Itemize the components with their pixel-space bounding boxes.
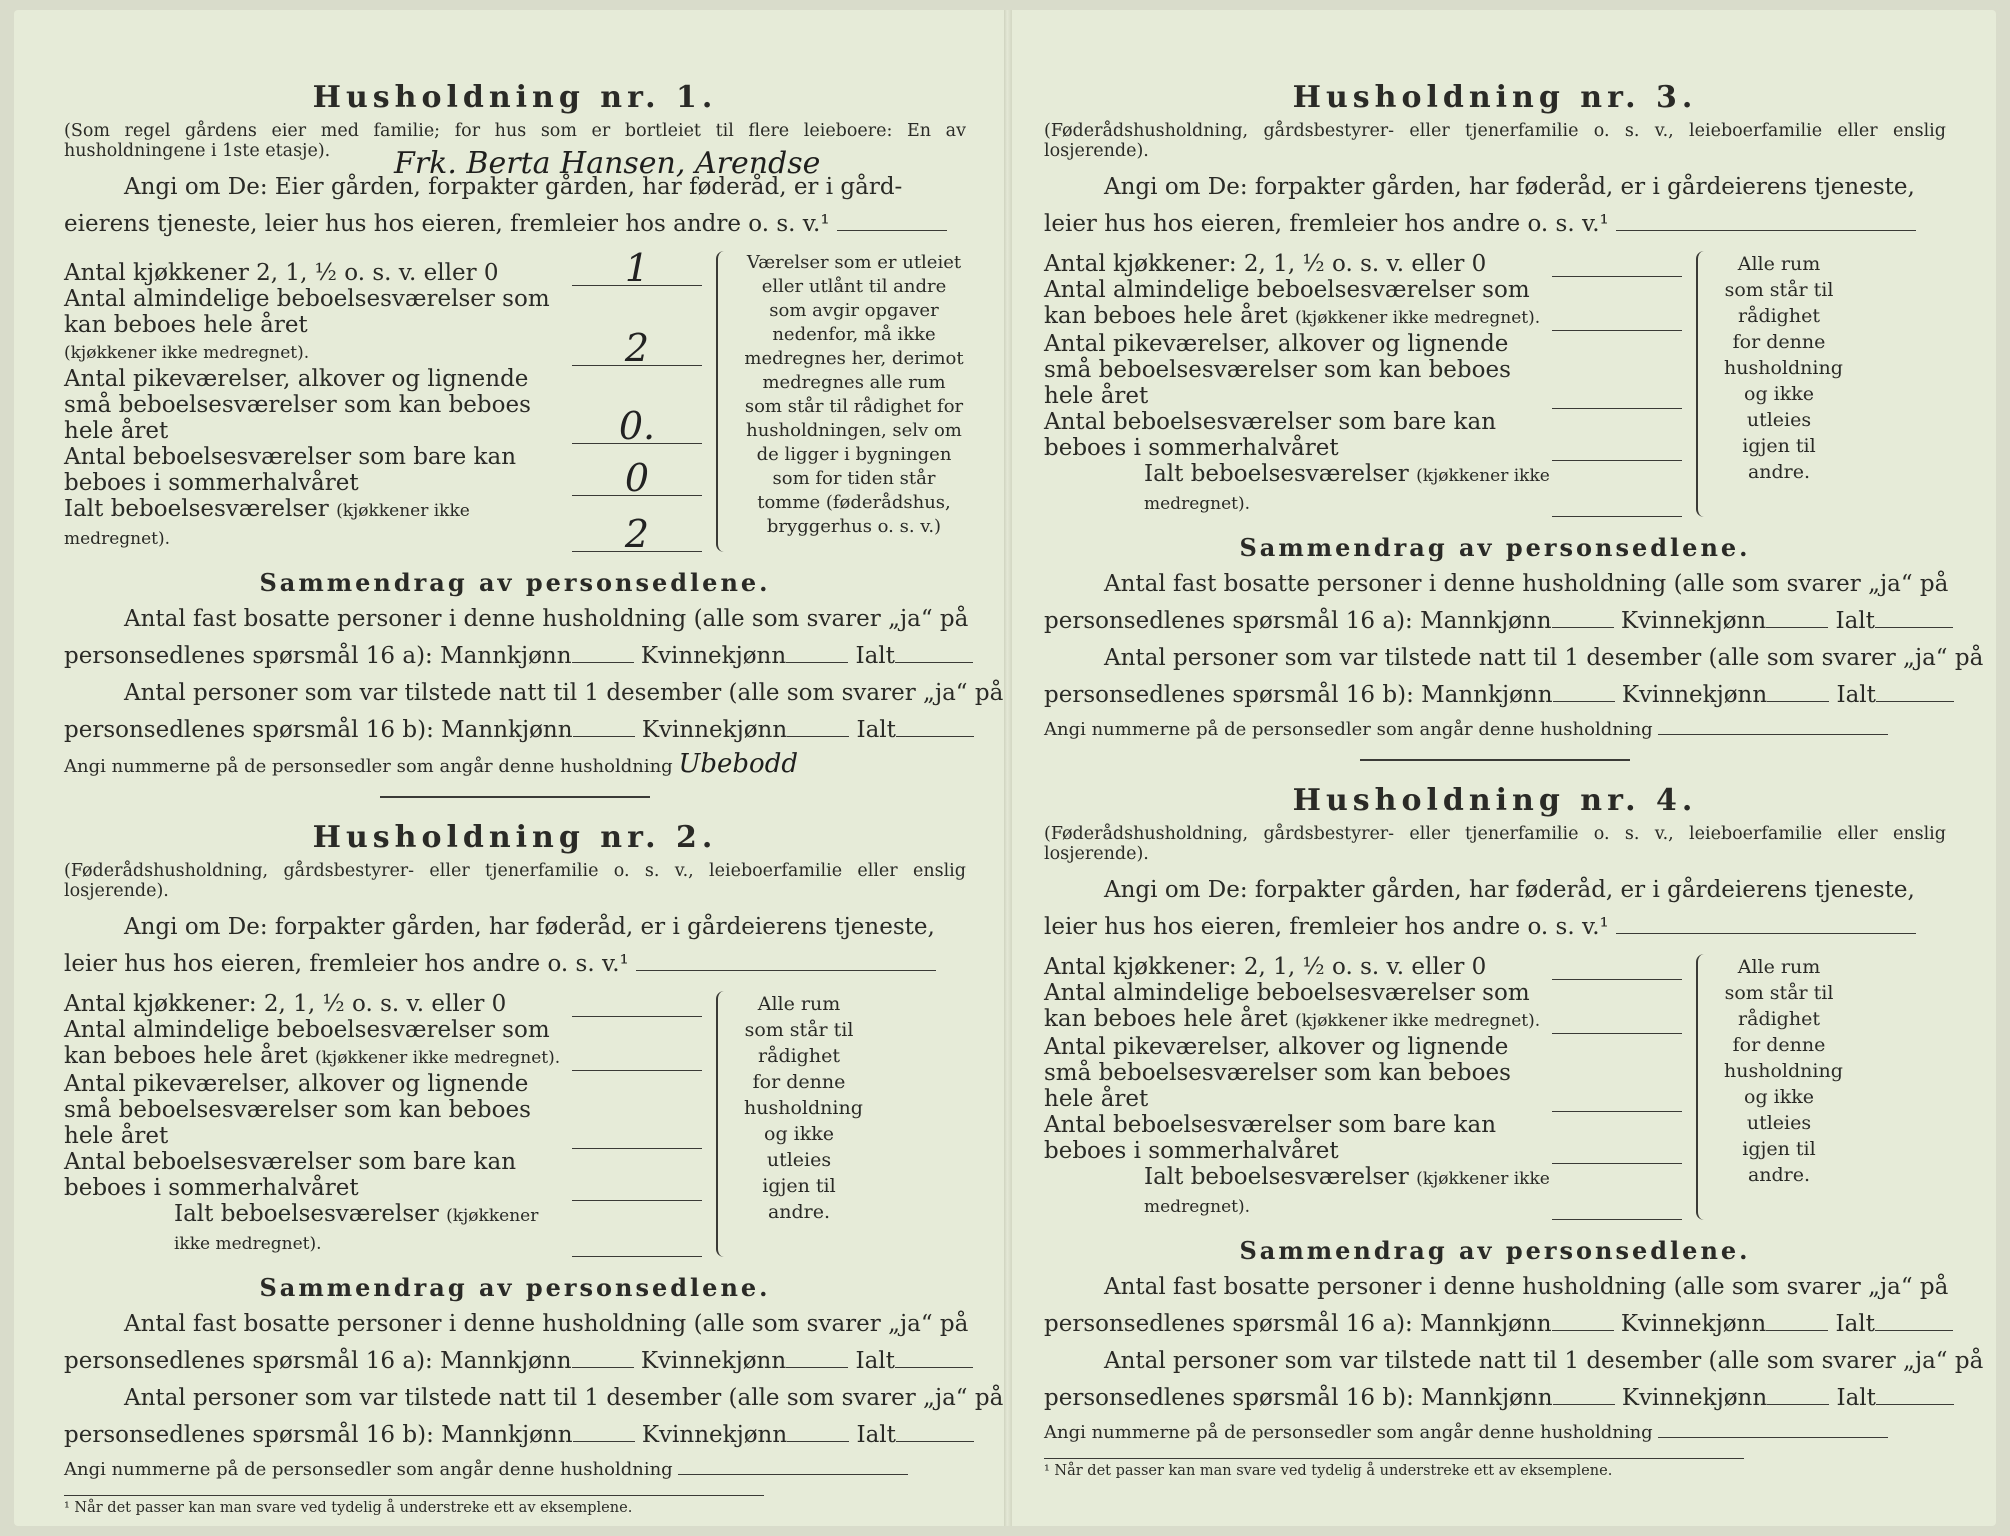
household-2-s2b: personsedlenes spørsmål 16 b): Mannkjønn Kvinnekjønn Ialt bbox=[64, 1417, 966, 1454]
household-1-s1b: personsedlenes spørsmål 16 a): Mannkjønn Kvinnekjønn Ialt bbox=[64, 638, 966, 675]
household-3-s2-female-field[interactable] bbox=[1767, 681, 1829, 702]
household-4-s2-female-field[interactable] bbox=[1767, 1384, 1829, 1405]
household-4-rooms-answer[interactable] bbox=[1552, 1009, 1682, 1034]
household-2-small-rooms-answer[interactable] bbox=[572, 1124, 702, 1149]
household-3-rooms bbox=[1044, 251, 1946, 517]
household-3-angi-fill[interactable] bbox=[1616, 210, 1916, 231]
household-4-summer-rooms-row: Antal beboelsesværelser som bare kan beboes i sommerhalvåret bbox=[1044, 1112, 1682, 1164]
household-3-subtitle: (Føderådshusholdning, gårdsbestyrer- eller tjenerfamilie o. s. v., leieboerfamilie eller enslig losjerende). bbox=[1044, 121, 1946, 161]
household-4-subtitle: (Føderådshusholdning, gårdsbestyrer- eller tjenerfamilie o. s. v., leieboerfamilie eller enslig losjerende). bbox=[1044, 824, 1946, 864]
household-2-footnote: ¹ Når det passer kan man svare ved tydelig å understreke ett av eksemplene. bbox=[64, 1495, 764, 1516]
household-3-total-rooms-answer[interactable] bbox=[1552, 492, 1682, 517]
household-3-small-rooms-row: Antal pikeværelser, alkover og lignende små beboelsesværelser som kan beboes hele året bbox=[1044, 331, 1682, 409]
household-2-kitchens-row: Antal kjøkkener: 2, 1, ½ o. s. v. eller 0 bbox=[64, 991, 702, 1017]
household-1-summary-title: Sammendrag av personsedlene. bbox=[259, 568, 771, 597]
household-1-name-handwritten: Frk. Berta Hansen, Arendse bbox=[394, 146, 821, 181]
household-1-subtitle: (Som regel gårdens eier med familie; for hus som er bortleiet til flere leieboere: En av husholdningene i 1ste etasje). bbox=[64, 121, 966, 161]
household-3-brace bbox=[1696, 251, 1710, 517]
household-2-s2-female-field[interactable] bbox=[787, 1421, 849, 1442]
household-2-rooms-row: Antal almindelige beboelsesværelser som kan beboes hele året (kjøkkener ikke medregnet). bbox=[64, 1017, 702, 1071]
household-2-s2-male-field[interactable] bbox=[573, 1421, 635, 1442]
household-3-angi-line-2: leier hus hos eieren, fremleier hos andre o. s. v.¹ bbox=[1044, 206, 1946, 243]
household-4-s2-total-field[interactable] bbox=[1876, 1384, 1954, 1405]
household-2-brace bbox=[716, 991, 730, 1257]
household-1-s2b: personsedlenes spørsmål 16 b): Mannkjønn Kvinnekjønn Ialt bbox=[64, 712, 966, 749]
household-1-s1a: Antal fast bosatte personer i denne husholdning (alle som svarer „ja“ på bbox=[124, 606, 969, 632]
household-2-kitchens-answer[interactable] bbox=[572, 992, 702, 1017]
household-2-rooms-answer[interactable] bbox=[572, 1046, 702, 1071]
household-1-kitchens-label: Antal kjøkkener 2, 1, ½ o. s. v. eller 0 bbox=[64, 260, 499, 286]
household-1 bbox=[64, 80, 1004, 798]
household-4-brace bbox=[1696, 954, 1710, 1220]
household-4-s2b: personsedlenes spørsmål 16 b): Mannkjønn Kvinnekjønn Ialt bbox=[1044, 1380, 1946, 1417]
household-2-s1b: personsedlenes spørsmål 16 a): Mannkjønn Kvinnekjønn Ialt bbox=[64, 1343, 966, 1380]
household-2-numbers-line: Angi nummerne på de personsedler som angår denne husholdning bbox=[64, 1454, 966, 1485]
household-1-s2-total-field[interactable] bbox=[896, 716, 974, 737]
household-3-note: Alle rum som står til rådighet for denne husholdning og ikke utleies igjen til andre. bbox=[1724, 253, 1843, 483]
household-1-rooms bbox=[64, 246, 966, 556]
household-3-rooms-answer[interactable] bbox=[1552, 306, 1682, 331]
household-3-s1-female-field[interactable] bbox=[1766, 607, 1828, 628]
household-1-summer-rooms-label: Antal beboelsesværelser som bare kan beboes i sommerhalvåret bbox=[64, 444, 517, 496]
household-4-s1-male-field[interactable] bbox=[1552, 1310, 1614, 1331]
household-3-kitchens-row: Antal kjøkkener: 2, 1, ½ o. s. v. eller 0 bbox=[1044, 251, 1682, 277]
household-1-kitchens-row bbox=[64, 246, 702, 290]
household-1-title: Husholdning nr. 1. bbox=[312, 80, 718, 115]
household-4-s1-female-field[interactable] bbox=[1766, 1310, 1828, 1331]
household-2-angi-line-2: leier hus hos eieren, fremleier hos andre o. s. v.¹ bbox=[64, 946, 966, 983]
household-4-total-rooms-answer[interactable] bbox=[1552, 1195, 1682, 1220]
household-1-note: Værelser som er utleiet eller utlånt til andre som avgir opgaver nedenfor, må ikke medregnes her, derimot medregnes alle rum som står til rådighet for husholdningen, selv om de ligger i bygningen som for tiden står tomme (føderådshus, bryggerhus o. s. v.) bbox=[744, 252, 964, 537]
household-2-s1-male-field[interactable] bbox=[572, 1347, 634, 1368]
household-2-s2a: Antal personer som var tilstede natt til 1 desember (alle som svarer „ja“ på bbox=[124, 1385, 1004, 1411]
household-4-summary-title: Sammendrag av personsedlene. bbox=[1239, 1236, 1751, 1265]
household-3 bbox=[1044, 80, 1984, 761]
household-1-kitchens-answer[interactable]: 1 bbox=[572, 251, 702, 286]
household-3-summer-rooms-row: Antal beboelsesværelser som bare kan beboes i sommerhalvåret bbox=[1044, 409, 1682, 461]
household-3-numbers-line: Angi nummerne på de personsedler som angår denne husholdning bbox=[1044, 714, 1946, 745]
household-4-kitchens-row: Antal kjøkkener: 2, 1, ½ o. s. v. eller 0 bbox=[1044, 954, 1682, 980]
household-3-s1-total-field[interactable] bbox=[1875, 607, 1953, 628]
household-3-angi-line-1: Angi om De: forpakter gården, har føderåd, er i gårdeierens tjeneste, bbox=[1104, 174, 1915, 200]
household-3-s2-male-field[interactable] bbox=[1553, 681, 1615, 702]
household-1-numbers-handwritten[interactable]: Ubebodd bbox=[678, 749, 798, 779]
household-4-title: Husholdning nr. 4. bbox=[1292, 783, 1698, 818]
household-2-total-rooms-answer[interactable] bbox=[572, 1232, 702, 1257]
household-4-rooms bbox=[1044, 954, 1946, 1220]
household-4-angi-line-1: Angi om De: forpakter gården, har føderåd, er i gårdeierens tjeneste, bbox=[1104, 877, 1915, 903]
household-1-total-rooms-row bbox=[64, 496, 702, 556]
household-3-summary-title: Sammendrag av personsedlene. bbox=[1239, 533, 1751, 562]
household-4-numbers-field[interactable] bbox=[1658, 1417, 1888, 1438]
household-4-total-rooms-row: Ialt beboelsesværelser (kjøkkener ikke medregnet). bbox=[1044, 1164, 1682, 1220]
household-2-s1a: Antal fast bosatte personer i denne husholdning (alle som svarer „ja“ på bbox=[124, 1311, 969, 1337]
household-1-rooms-label: Antal almindelige beboelsesværelser som kan beboes hele året (kjøkkener ikke medregnet). bbox=[64, 286, 550, 363]
household-1-angi-line-2 bbox=[64, 206, 966, 243]
household-4-s2a: Antal personer som var tilstede natt til 1 desember (alle som svarer „ja“ på bbox=[1104, 1348, 1984, 1374]
household-4-summer-rooms-answer[interactable] bbox=[1552, 1139, 1682, 1164]
household-1-separator bbox=[380, 796, 650, 798]
household-1-s2a: Antal personer som var tilstede natt til 1 desember (alle som svarer „ja“ på bbox=[124, 680, 1004, 706]
household-4 bbox=[1044, 783, 1984, 1479]
household-1-s1-female-field[interactable] bbox=[786, 642, 848, 663]
household-1-angi-fill[interactable] bbox=[837, 210, 947, 231]
household-3-s1a: Antal fast bosatte personer i denne husholdning (alle som svarer „ja“ på bbox=[1104, 571, 1949, 597]
household-1-angi-line-1: Angi om De: Eier gården, forpakter gården, har føderåd, er i gård- bbox=[124, 174, 903, 200]
household-3-s2b: personsedlenes spørsmål 16 b): Mannkjønn Kvinnekjønn Ialt bbox=[1044, 677, 1946, 714]
household-3-total-rooms-row: Ialt beboelsesværelser (kjøkkener ikke medregnet). bbox=[1044, 461, 1682, 517]
household-4-small-rooms-row: Antal pikeværelser, alkover og lignende små beboelsesværelser som kan beboes hele året bbox=[1044, 1034, 1682, 1112]
household-4-kitchens-answer[interactable] bbox=[1552, 955, 1682, 980]
household-4-s2-male-field[interactable] bbox=[1553, 1384, 1615, 1405]
household-2-numbers-field[interactable] bbox=[678, 1454, 908, 1475]
household-3-summer-rooms-answer[interactable] bbox=[1552, 436, 1682, 461]
household-1-total-rooms-answer[interactable]: 2 bbox=[572, 517, 702, 552]
household-1-small-rooms-row bbox=[64, 366, 702, 448]
left-page bbox=[64, 80, 1004, 1516]
household-4-angi-fill[interactable] bbox=[1616, 913, 1916, 934]
household-4-note: Alle rum som står til rådighet for denne husholdning og ikke utleies igjen til andre. bbox=[1724, 956, 1843, 1186]
household-2 bbox=[64, 820, 1004, 1516]
household-4-small-rooms-answer[interactable] bbox=[1552, 1087, 1682, 1112]
household-1-brace bbox=[716, 251, 730, 552]
household-2-angi-line-1: Angi om De: forpakter gården, har føderåd, er i gårdeierens tjeneste, bbox=[124, 914, 935, 940]
household-2-small-rooms-row: Antal pikeværelser, alkover og lignende små beboelsesværelser som kan beboes hele året bbox=[64, 1071, 702, 1149]
household-1-s2-male-field[interactable] bbox=[573, 716, 635, 737]
household-2-subtitle: (Føderådshusholdning, gårdsbestyrer- eller tjenerfamilie o. s. v., leieboerfamilie eller enslig losjerende). bbox=[64, 861, 966, 901]
household-2-summer-rooms-row: Antal beboelsesværelser som bare kan beboes i sommerhalvåret bbox=[64, 1149, 702, 1201]
household-2-angi-fill[interactable] bbox=[636, 950, 936, 971]
household-3-rooms-row: Antal almindelige beboelsesværelser som kan beboes hele året (kjøkkener ikke medregnet). bbox=[1044, 277, 1682, 331]
right-page bbox=[1044, 80, 1984, 1479]
household-4-numbers-line: Angi nummerne på de personsedler som angår denne husholdning bbox=[1044, 1417, 1946, 1448]
household-1-summer-rooms-answer[interactable]: 0 bbox=[572, 461, 702, 496]
household-3-s1-male-field[interactable] bbox=[1552, 607, 1614, 628]
household-1-rooms-answer[interactable]: 2 bbox=[572, 331, 702, 366]
household-2-s2-total-field[interactable] bbox=[896, 1421, 974, 1442]
household-2-total-rooms-row: Ialt beboelsesværelser (kjøkkener ikke medregnet). bbox=[64, 1201, 702, 1257]
household-3-s1b: personsedlenes spørsmål 16 a): Mannkjønn Kvinnekjønn Ialt bbox=[1044, 603, 1946, 640]
household-4-footnote: ¹ Når det passer kan man svare ved tydelig å understreke ett av eksemplene. bbox=[1044, 1458, 1744, 1479]
household-1-numbers-line: Angi nummerne på de personsedler som angår denne husholdning Ubebodd bbox=[64, 749, 798, 779]
household-3-title: Husholdning nr. 3. bbox=[1292, 80, 1698, 115]
household-2-title: Husholdning nr. 2. bbox=[312, 820, 718, 855]
household-2-summary-title: Sammendrag av personsedlene. bbox=[259, 1273, 771, 1302]
household-4-angi-line-2: leier hus hos eieren, fremleier hos andre o. s. v.¹ bbox=[1044, 909, 1946, 946]
page-fold bbox=[1004, 10, 1012, 1526]
household-3-separator bbox=[1360, 759, 1630, 761]
household-2-summer-rooms-answer[interactable] bbox=[572, 1176, 702, 1201]
household-4-s1b: personsedlenes spørsmål 16 a): Mannkjønn Kvinnekjønn Ialt bbox=[1044, 1306, 1946, 1343]
household-2-rooms bbox=[64, 991, 966, 1257]
household-3-s2-total-field[interactable] bbox=[1876, 681, 1954, 702]
household-1-s1-total-field[interactable] bbox=[895, 642, 973, 663]
household-1-summer-rooms-row bbox=[64, 444, 702, 500]
household-1-small-rooms-label: Antal pikeværelser, alkover og lignende små beboelsesværelser som kan beboes hele året bbox=[64, 366, 531, 444]
household-1-rooms-row bbox=[64, 286, 702, 370]
household-3-numbers-field[interactable] bbox=[1658, 714, 1888, 735]
household-2-s1-total-field[interactable] bbox=[895, 1347, 973, 1368]
household-3-kitchens-answer[interactable] bbox=[1552, 252, 1682, 277]
household-1-angi-line-2-text: eierens tjeneste, leier hus hos eieren, fremleier hos andre o. s. v.¹ bbox=[64, 211, 830, 237]
household-1-s2-female-field[interactable] bbox=[787, 716, 849, 737]
household-1-total-rooms-label: Ialt beboelsesværelser (kjøkkener ikke medregnet). bbox=[64, 496, 470, 549]
household-4-s1-total-field[interactable] bbox=[1875, 1310, 1953, 1331]
household-3-s2a: Antal personer som var tilstede natt til 1 desember (alle som svarer „ja“ på bbox=[1104, 645, 1984, 671]
household-2-s1-female-field[interactable] bbox=[786, 1347, 848, 1368]
household-4-rooms-row: Antal almindelige beboelsesværelser som kan beboes hele året (kjøkkener ikke medregnet). bbox=[1044, 980, 1682, 1034]
household-4-s1a: Antal fast bosatte personer i denne husholdning (alle som svarer „ja“ på bbox=[1104, 1274, 1949, 1300]
household-1-small-rooms-answer[interactable]: 0. bbox=[572, 409, 702, 444]
household-2-note: Alle rum som står til rådighet for denne husholdning og ikke utleies igjen til andre. bbox=[744, 993, 863, 1223]
household-1-s1-male-field[interactable] bbox=[572, 642, 634, 663]
household-3-small-rooms-answer[interactable] bbox=[1552, 384, 1682, 409]
